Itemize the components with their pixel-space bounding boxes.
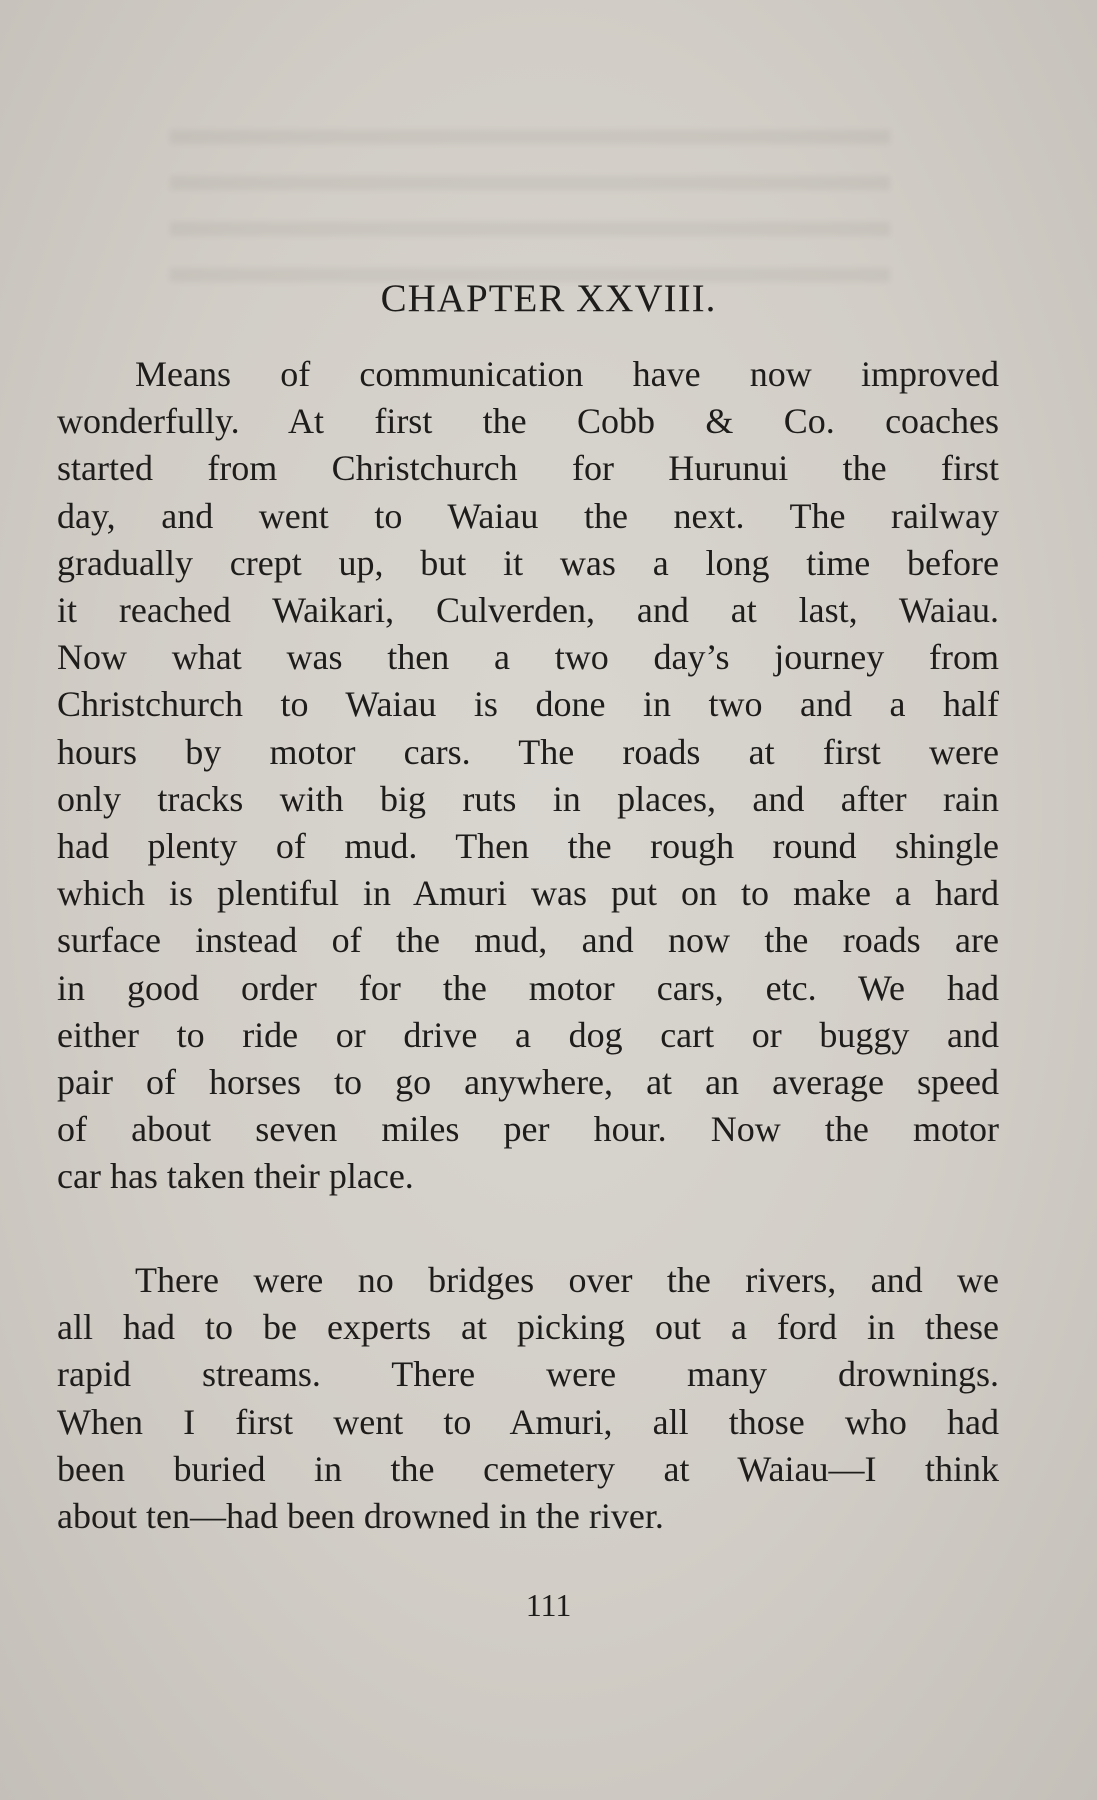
text-line: When I first went to Amuri, all those who had [57,1401,999,1442]
chapter-title: CHAPTER XXVIII. [380,277,717,320]
text-line: day, and went to Waiau the next. The railway [57,495,999,536]
text-line: hours by motor cars. The roads at first were [57,731,999,772]
page-number: 111 [525,1587,572,1623]
text-line: car has taken their place. [57,1156,414,1197]
text-line: all had to be experts at picking out a ford in these [57,1307,999,1348]
text-line: wonderfully. At first the Cobb & Co. coaches [57,401,999,442]
text-line: rapid streams. There were many drownings. [57,1354,999,1395]
text-line: gradually crept up, but it was a long time before [57,542,999,583]
text-line: of about seven miles per hour. Now the motor [57,1109,999,1150]
text-line: Now what was then a two day’s journey from [57,637,999,678]
text-line: been buried in the cemetery at Waiau—I think [57,1448,999,1489]
text-line: had plenty of mud. Then the rough round shingle [57,826,999,867]
paragraph-2 [57,1257,999,1540]
text-line: pair of horses to go anywhere, at an average speed [57,1062,999,1103]
text-line: about ten—had been drowned in the river. [57,1496,664,1537]
text-line: Christchurch to Waiau is done in two and a half [57,684,999,725]
text-line: started from Christchurch for Hurunui the first [57,448,999,489]
text-line: either to ride or drive a dog cart or buggy and [57,1014,999,1055]
text-line: it reached Waikari, Culverden, and at last, Waiau. [57,590,999,631]
text-line: which is plentiful in Amuri was put on to make a hard [57,873,999,914]
show-through-bleed [170,130,890,290]
text-line: only tracks with big ruts in places, and after rain [57,778,999,819]
text-line: Means of communication have now improved [135,354,999,394]
paragraph-1 [57,351,999,1201]
text-line: in good order for the motor cars, etc. We had [57,967,999,1008]
text-line: surface instead of the mud, and now the roads are [57,920,999,961]
text-line: There were no bridges over the rivers, and we [135,1260,999,1300]
